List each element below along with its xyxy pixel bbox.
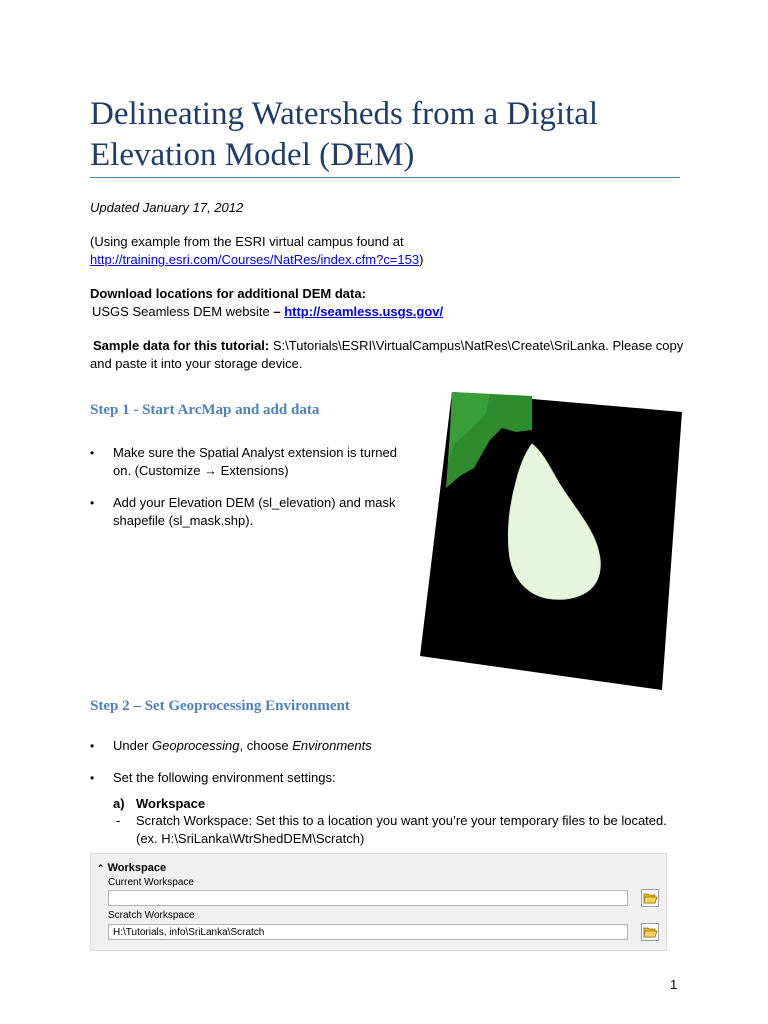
step-2-bullet-2-text: Set the following environment settings: <box>113 770 336 785</box>
current-workspace-input[interactable] <box>108 890 628 906</box>
intro-line-1: (Using example from the ESRI virtual campus found at <box>90 234 404 249</box>
bullet-icon: • <box>90 739 95 753</box>
scratch-line-1: Scratch Workspace: Set this to a location you want you’re your temporary files to be located. <box>136 813 667 828</box>
intro-line-2 <box>90 251 690 269</box>
download-text: USGS Seamless DEM website <box>92 304 270 319</box>
bullet1-pre: Under <box>113 738 153 753</box>
scratch-workspace-label: Scratch Workspace <box>108 910 195 921</box>
workspace-settings-panel <box>90 853 667 951</box>
current-workspace-browse-button[interactable] <box>641 889 659 907</box>
sample-label: Sample data for this tutorial: <box>93 338 270 353</box>
step-1-bullet-1 <box>90 444 410 480</box>
step-1-bullet-2 <box>90 494 410 530</box>
double-chevron-up-icon[interactable]: ⌃ <box>97 863 105 873</box>
step-2-bullet-2 <box>90 769 690 787</box>
step-1-bullet-2-line-2: shapefile (sl_mask.shp). <box>113 513 254 528</box>
intro-close: ) <box>419 252 424 267</box>
workspace-panel-title: Workspace <box>107 862 167 874</box>
step-1-heading: Step 1 - Start ArcMap and add data <box>90 402 320 418</box>
esri-campus-link[interactable]: http://training.esri.com/Courses/NatRes/index.cfm?c=153 <box>90 252 420 267</box>
updated-date: Updated January 17, 2012 <box>90 200 244 215</box>
open-folder-icon <box>642 924 658 940</box>
geoprocessing-menu-text: Geoprocessing <box>152 738 240 753</box>
sub-item-a-label: Workspace <box>136 796 206 811</box>
bullet1-mid: , choose <box>239 738 293 753</box>
download-line <box>90 303 690 321</box>
sample-data-paragraph <box>90 337 690 373</box>
step-1-bullet-1-line-1: Make sure the Spatial Analyst extension is turned <box>113 445 397 460</box>
current-workspace-label: Current Workspace <box>108 877 194 888</box>
workspace-panel-header[interactable] <box>97 862 166 874</box>
download-heading: Download locations for additional DEM data: <box>90 286 366 301</box>
seamless-usgs-link[interactable]: http://seamless.usgs.gov/ <box>284 304 444 319</box>
dem-map-image <box>420 392 682 690</box>
step-2-heading: Step 2 – Set Geoprocessing Environment <box>90 698 350 714</box>
title-divider <box>90 177 680 178</box>
sample-line-1 <box>90 337 690 355</box>
environments-menu-text: Environments <box>292 738 372 753</box>
document-title <box>90 94 690 176</box>
sample-line-2: and paste it into your storage device. <box>90 356 303 371</box>
dash-marker: - <box>116 813 121 828</box>
download-dash: – <box>269 304 285 319</box>
step-2-bullet-1 <box>90 737 690 755</box>
bullet-icon: • <box>90 446 95 460</box>
scratch-workspace-description <box>136 812 696 848</box>
sub-item-a-marker: a) <box>113 796 125 811</box>
step-1-bullet-2-line-1: Add your Elevation DEM (sl_elevation) and mask <box>113 495 396 510</box>
title-line-2: Elevation Model (DEM) <box>90 137 415 173</box>
step-1-bullet-1-line-2: on. (Customize → Extensions) <box>113 463 289 478</box>
scratch-line-2: (ex. H:\SriLanka\WtrShedDEM\Scratch) <box>136 831 365 846</box>
title-line-1: Delineating Watersheds from a Digital <box>90 96 599 132</box>
bullet-icon: • <box>90 496 95 510</box>
bullet-icon: • <box>90 771 95 785</box>
download-section <box>90 285 690 321</box>
sample-path: S:\Tutorials\ESRI\VirtualCampus\NatRes\Create\SriLanka. Please copy <box>269 338 684 353</box>
open-folder-icon <box>642 890 658 906</box>
scratch-workspace-browse-button[interactable] <box>641 923 659 941</box>
scratch-workspace-input[interactable] <box>108 924 628 940</box>
page-number: 1 <box>670 977 678 992</box>
intro-paragraph <box>90 233 690 269</box>
